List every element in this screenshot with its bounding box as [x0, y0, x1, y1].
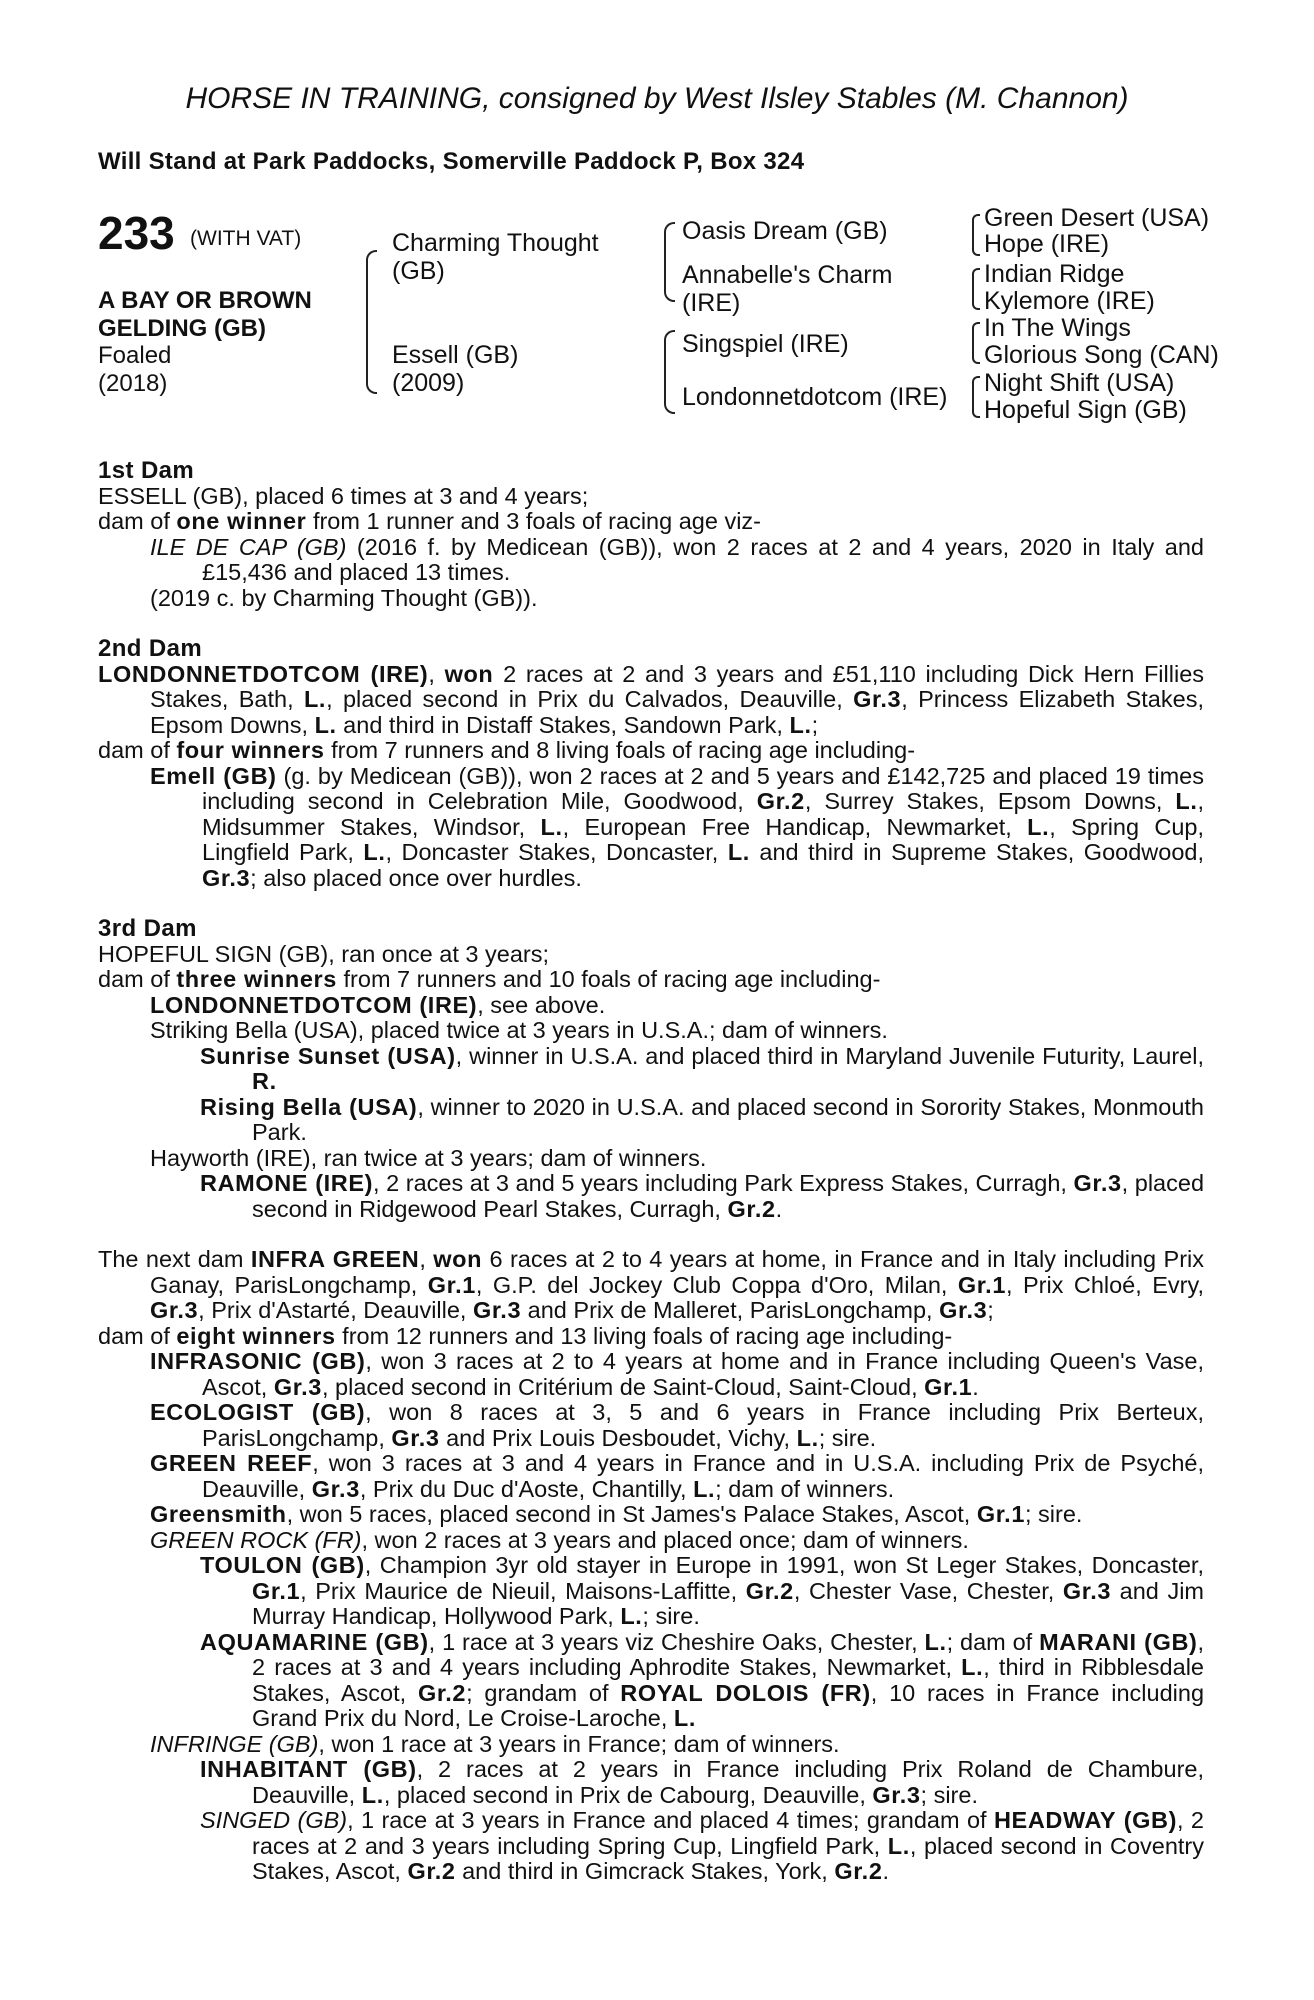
paragraph: GREEN REEF, won 3 races at 3 and 4 years in France and in U.S.A. including Prix de Psyché, Deauville, Gr.3, Prix du Duc d'Aoste, Chantilly, L.; dam of winners. — [150, 1450, 1204, 1502]
pedigree-brace-3c — [972, 322, 980, 364]
description-line-1: A BAY OR BROWN — [98, 287, 312, 314]
sire-sire: Oasis Dream (GB) — [682, 217, 888, 245]
paragraph: The next dam INFRA GREEN, won 6 races at 2 to 4 years at home, in France and in Italy including Prix Ganay, ParisLongchamp, Gr.1, G.P. del Jockey Club Coppa d'Oro, Milan, Gr.1, Prix Chloé, Evry, Gr.3, Prix d'Astarté, Deauville, Gr.3 and Prix de Malleret, ParisLongchamp, Gr.3; — [98, 1246, 1205, 1323]
foaled-info — [98, 342, 171, 398]
next-dam-section — [98, 1247, 1204, 1885]
pedigree-brace-3b — [972, 268, 980, 310]
paragraph: Emell (GB) (g. by Medicean (GB)), won 2 races at 2 and 5 years and £142,725 and placed 19 times including second in Celebration Mile, Goodwood, Gr.2, Surrey Stakes, Epsom Downs, L., Midsummer Stakes, Windsor, L., European Free Handicap, Newmarket, L., Spring Cup, Lingfield Park, L., Doncaster Stakes, Doncaster, L. and third in Supreme Stakes, Goodwood, Gr.3; also placed once over hurdles. — [150, 762, 1205, 891]
catalogue-body — [98, 458, 1204, 1885]
horse-description — [98, 287, 312, 343]
paragraph: (2019 c. by Charming Thought (GB)). — [150, 584, 538, 611]
paragraph: ESSELL (GB), placed 6 times at 3 and 4 years; — [98, 482, 589, 509]
third-dam-section — [98, 916, 1204, 1222]
paragraph: SINGED (GB), 1 race at 3 years in France and placed 4 times; grandam of HEADWAY (GB), 2 races at 2 and 3 years including Spring Cup, Lingfield Park, L., placed second in Coventry Stakes, Ascot, Gr.2 and third in Gimcrack Stakes, York, Gr.2. — [200, 1807, 1205, 1884]
paragraph: TOULON (GB), Champion 3yr old stayer in Europe in 1991, won St Leger Stakes, Doncaster, Gr.1, Prix Maurice de Nieuil, Maisons-Laffitte, Gr.2, Chester Vase, Chester, Gr.3 and Jim Murray Handicap, Hollywood Park, L.; sire. — [200, 1552, 1204, 1629]
sire — [392, 229, 599, 285]
ggp-1: Green Desert (USA) — [984, 204, 1210, 232]
pedigree-brace-2b — [664, 330, 675, 414]
ggp-2: Hope (IRE) — [984, 230, 1110, 258]
foaled-label: Foaled — [98, 342, 172, 369]
dam-sire: Singspiel (IRE) — [682, 330, 849, 358]
ggp-4: Kylemore (IRE) — [984, 287, 1155, 315]
pedigree-brace-1 — [366, 250, 377, 394]
ggp-5: In The Wings — [984, 314, 1131, 342]
paragraph: ECOLOGIST (GB), won 8 races at 3, 5 and 6 years in France including Prix Berteux, ParisLongchamp, Gr.3 and Prix Louis Desboudet, Vichy, L.; sire. — [150, 1399, 1204, 1451]
paragraph: AQUAMARINE (GB), 1 race at 3 years viz Cheshire Oaks, Chester, L.; dam of MARANI (GB), 2 races at 3 and 4 years including Aphrodite Stakes, Newmarket, L., third in Ribblesdale Stakes, Ascot, Gr.2; grandam of ROYAL DOLOIS (FR), 10 races in France including Grand Prix du Nord, Le Croise-Laroche, L. — [200, 1628, 1205, 1731]
paragraph: INHABITANT (GB), 2 races at 2 years in France including Prix Roland de Chambure, Deauville, L., placed second in Prix de Cabourg, Deauville, Gr.3; sire. — [200, 1756, 1204, 1808]
paragraph: LONDONNETDOTCOM (IRE), won 2 races at 2 and 3 years and £51,110 including Dick Hern Fillies Stakes, Bath, L., placed second in Prix du Calvados, Deauville, Gr.3, Princess Elizabeth Stakes, Epsom Downs, L. and third in Distaff Stakes, Sandown Park, L.; — [98, 660, 1205, 738]
paragraph: RAMONE (IRE), 2 races at 3 and 5 years including Park Express Stakes, Curragh, Gr.3, placed second in Ridgewood Pearl Stakes, Curragh, Gr.2. — [200, 1170, 1205, 1222]
paragraph: ILE DE CAP (GB) (2016 f. by Medicean (GB)), won 2 races at 2 and 4 years, 2020 in Italy and £15,436 and placed 13 times. — [150, 533, 1204, 585]
dam-dam: Londonnetdotcom (IRE) — [682, 383, 948, 411]
ggp-7: Night Shift (USA) — [984, 369, 1175, 397]
paragraph: INFRINGE (GB), won 1 race at 3 years in France; dam of winners. — [150, 1730, 840, 1757]
sire-dam-name: Annabelle's Charm — [682, 261, 893, 289]
paragraph: HOPEFUL SIGN (GB), ran once at 3 years; — [98, 940, 549, 967]
dam — [392, 341, 518, 397]
first-dam-section — [98, 458, 1204, 611]
dam-year: (2009) — [392, 369, 465, 397]
lot-number: 233 — [98, 207, 175, 259]
paragraph: dam of three winners from 7 runners and 10 foals of racing age including- — [98, 966, 881, 992]
ggp-6: Glorious Song (CAN) — [984, 341, 1219, 369]
paragraph: Rising Bella (USA), winner to 2020 in U.S.A. and placed second in Sorority Stakes, Monmouth Park. — [200, 1093, 1204, 1145]
dam-name: Essell (GB) — [392, 341, 519, 369]
pedigree-brace-3d — [972, 376, 980, 418]
third-dam-heading: 3rd Dam — [98, 915, 197, 942]
sire-name: Charming Thought — [392, 229, 599, 257]
second-dam-heading: 2nd Dam — [98, 635, 203, 662]
paragraph: dam of one winner from 1 runner and 3 foals of racing age viz- — [98, 508, 761, 534]
vat-note: (WITH VAT) — [190, 227, 302, 250]
page-title: HORSE IN TRAINING, consigned by West Ilsley Stables (M. Channon) — [185, 82, 1129, 115]
sire-dam-origin: (IRE) — [682, 289, 741, 317]
ggp-3: Indian Ridge — [984, 260, 1125, 288]
paragraph: Hayworth (IRE), ran twice at 3 years; dam of winners. — [150, 1144, 707, 1171]
pedigree-brace-3a — [972, 214, 980, 256]
sire-origin: (GB) — [392, 257, 445, 285]
first-dam-heading: 1st Dam — [98, 457, 195, 484]
second-dam-section — [98, 636, 1204, 891]
paragraph: dam of eight winners from 12 runners and 13 living foals of racing age including- — [98, 1322, 953, 1349]
paragraph: GREEN ROCK (FR), won 2 races at 3 years and placed once; dam of winners. — [150, 1526, 969, 1553]
paragraph: LONDONNETDOTCOM (IRE), see above. — [150, 991, 606, 1018]
paragraph: Sunrise Sunset (USA), winner in U.S.A. and placed third in Maryland Juvenile Futurity, Laurel, R. — [200, 1042, 1204, 1094]
paragraph: INFRASONIC (GB), won 3 races at 2 to 4 years at home and in France including Queen's Vase, Ascot, Gr.3, placed second in Critérium de Saint-Cloud, Saint-Cloud, Gr.1. — [150, 1348, 1204, 1400]
foaled-year: (2018) — [98, 370, 168, 397]
venue-line: Will Stand at Park Paddocks, Somerville Paddock P, Box 324 — [98, 148, 805, 175]
ggp-8: Hopeful Sign (GB) — [984, 396, 1187, 424]
paragraph: Striking Bella (USA), placed twice at 3 years in U.S.A.; dam of winners. — [150, 1017, 888, 1043]
paragraph: dam of four winners from 7 runners and 8 living foals of racing age including- — [98, 737, 916, 763]
sire-dam — [682, 261, 892, 317]
paragraph: Greensmith, won 5 races, placed second in St James's Palace Stakes, Ascot, Gr.1; sire. — [150, 1501, 1083, 1527]
pedigree-brace-2a — [664, 222, 675, 302]
description-line-2: GELDING (GB) — [98, 315, 266, 342]
